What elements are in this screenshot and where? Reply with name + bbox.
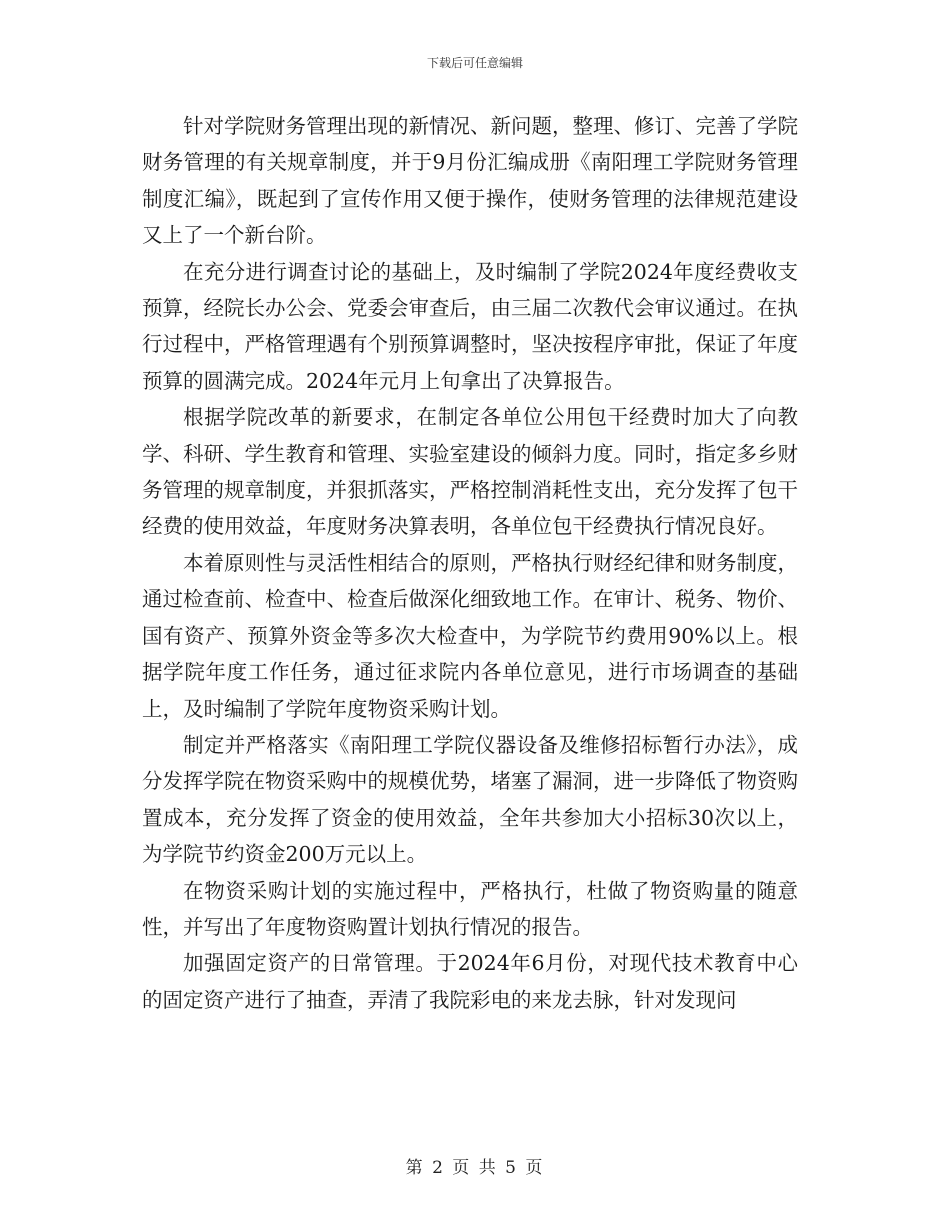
paragraph-3: 根据学院改革的新要求，在制定各单位公用包干经费时加大了向教学、科研、学生教育和管理、实验室建设的倾斜力度。同时，指定多乡财务管理的规章制度，并狠抓落实，严格控制消耗性支出，充分发挥了包干经费的使用效益，年度财务决算表明，各单位包干经费执行情况良好。 xyxy=(142,405,798,539)
paragraph-1: 针对学院财务管理出现的新情况、新问题，整理、修订、完善了学院财务管理的有关规章制度，并于9月份汇编成册《南阳理工学院财务管理制度汇编》，既起到了宣传作用又便于操作，使财务管理的法律规范建设又上了一个新台阶。 xyxy=(142,114,798,248)
document-body xyxy=(142,108,798,1018)
paragraph-2: 在充分进行调查讨论的基础上，及时编制了学院2024年度经费收支预算，经院长办公会、党委会审查后，由三届二次教代会审议通过。在执行过程中，严格管理遇有个别预算调整时，坚决按程序审批，保证了年度预算的圆满完成。2024年元月上旬拿出了决算报告。 xyxy=(142,259,798,393)
paragraph-5: 制定并严格落实《南阳理工学院仪器设备及维修招标暂行办法》，成分发挥学院在物资采购中的规模优势，堵塞了漏洞，进一步降低了物资购置成本，充分发挥了资金的使用效益，全年共参加大小招标30次以上，为学院节约资金200万元以上。 xyxy=(142,732,798,867)
paragraph-7: 加强固定资产的日常管理。于2024年6月份，对现代技术教育中心的固定资产进行了抽查，弄清了我院彩电的来龙去脉，针对发现问 xyxy=(142,951,798,1012)
page-number: 第 2 页 共 5 页 xyxy=(405,1158,545,1178)
page-header: 下载后可任意编辑 xyxy=(426,56,523,70)
paragraph-4: 本着原则性与灵活性相结合的原则，严格执行财经纪律和财务制度，通过检查前、检查中、检查后做深化细致地工作。在审计、税务、物价、国有资产、预算外资金等多次大检查中，为学院节约费用90%以上。根据学院年度工作任务，通过征求院内各单位意见，进行市场调查的基础上，及时编制了学院年度物资采购计划。 xyxy=(142,550,798,721)
paragraph-6: 在物资采购计划的实施过程中，严格执行，杜做了物资购量的随意性，并写出了年度物资购置计划执行情况的报告。 xyxy=(142,878,798,939)
